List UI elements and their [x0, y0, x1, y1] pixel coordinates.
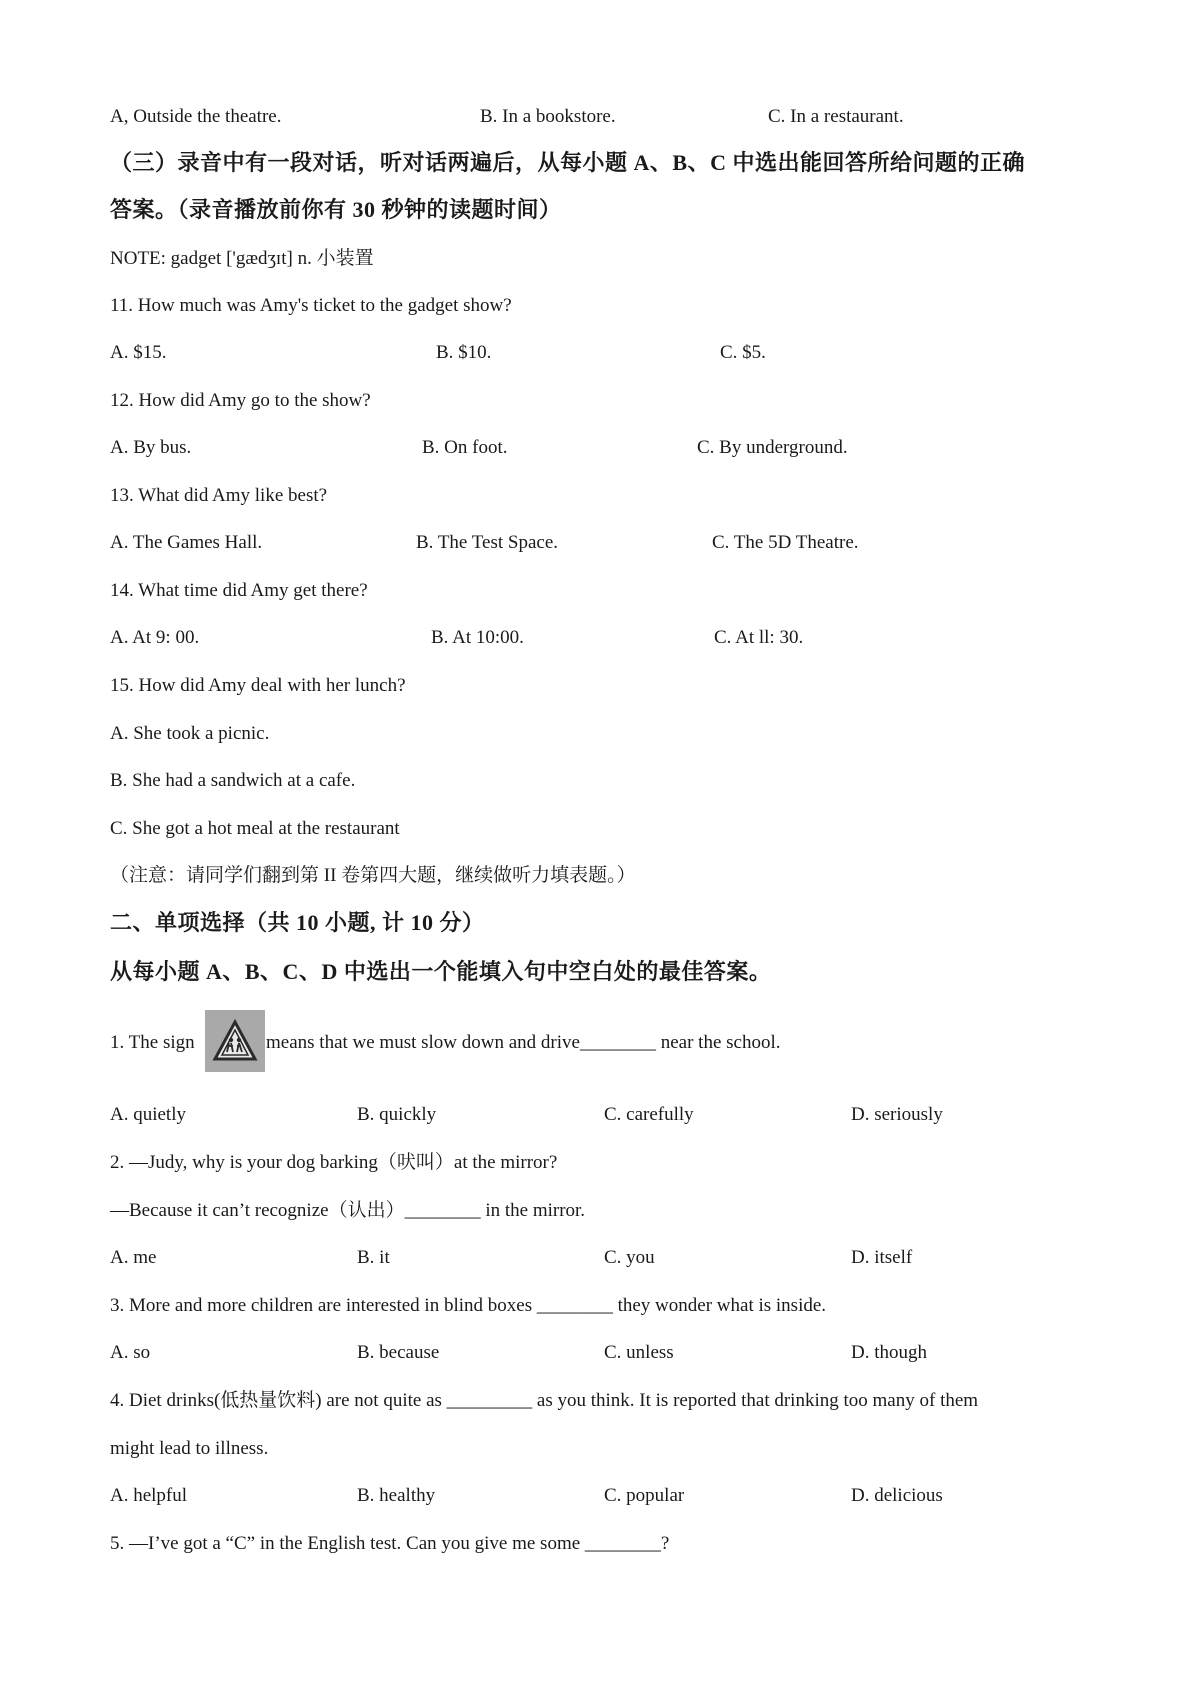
option-b: B. At 10:00.	[431, 627, 524, 648]
section-title: 二、单项选择（共 10 小题, 计 10 分）	[110, 910, 485, 935]
option-a: A. me	[110, 1247, 157, 1268]
option-c: C. popular	[604, 1485, 685, 1506]
option-a: A. The Games Hall.	[110, 532, 263, 553]
option-c: C. In a restaurant.	[768, 106, 904, 127]
option-b: B. The Test Space.	[416, 532, 559, 553]
option-b: B. She had a sandwich at a cafe.	[110, 770, 356, 791]
option-c: C. The 5D Theatre.	[712, 532, 859, 553]
option-b: B. it	[357, 1247, 390, 1268]
question-text: 4. Diet drinks(低热量饮料) are not quite as _________ as you think. It is reported that drinking too many of them	[110, 1390, 979, 1411]
question-text: 15. How did Amy deal with her lunch?	[110, 675, 406, 696]
question-text: 1. The sign	[110, 1032, 195, 1053]
question-text: might lead to illness.	[110, 1438, 269, 1459]
option-d: D. delicious	[851, 1485, 943, 1506]
option-a: A. At 9: 00.	[110, 627, 200, 648]
option-d: D. though	[851, 1342, 927, 1363]
vocabulary-note: NOTE: gadget ['gædʒɪt] n. 小装置	[110, 248, 374, 269]
option-b: B. quickly	[357, 1104, 437, 1125]
option-d: D. seriously	[851, 1104, 943, 1125]
option-b: B. On foot.	[422, 437, 508, 458]
question-text: 13. What did Amy like best?	[110, 485, 328, 506]
notice-text: （注意：请同学们翻到第 II 卷第四大题，继续做听力填表题。）	[110, 865, 636, 886]
question-text: 12. How did Amy go to the show?	[110, 390, 371, 411]
section-heading: 答案。（录音播放前你有 30 秒钟的读题时间）	[110, 197, 562, 222]
option-c: C. By underground.	[697, 437, 848, 458]
question-text: 14. What time did Amy get there?	[110, 580, 368, 601]
option-c: C. unless	[604, 1342, 674, 1363]
question-text: —Because it can’t recognize（认出）________ in the mirror.	[110, 1200, 586, 1221]
question-text: 2. —Judy, why is your dog barking（吠叫）at the mirror?	[110, 1152, 558, 1173]
option-a: A. quietly	[110, 1104, 186, 1125]
school-crossing-sign-icon	[205, 1010, 265, 1072]
option-c: C. carefully	[604, 1104, 694, 1125]
option-a: A. $15.	[110, 342, 167, 363]
option-a: A. helpful	[110, 1485, 188, 1506]
question-text: 3. More and more children are interested in blind boxes ________ they wonder what is inside.	[110, 1295, 827, 1316]
option-c: C. you	[604, 1247, 655, 1268]
section-instruction: 从每小题 A、B、C、D 中选出一个能填入句中空白处的最佳答案。	[110, 959, 772, 984]
question-text: 11. How much was Amy's ticket to the gadget show?	[110, 295, 512, 316]
option-b: B. healthy	[357, 1485, 436, 1506]
option-a: A. By bus.	[110, 437, 192, 458]
option-b: B. In a bookstore.	[480, 106, 616, 127]
section-heading: （三）录音中有一段对话，听对话两遍后，从每小题 A、B、C 中选出能回答所给问题的正确	[110, 150, 1025, 175]
option-a: A. She took a picnic.	[110, 723, 270, 744]
question-text: 5. —I’ve got a “C” in the English test. Can you give me some ________?	[110, 1533, 670, 1554]
option-c: C. She got a hot meal at the restaurant	[110, 818, 400, 839]
option-a: A. so	[110, 1342, 151, 1363]
option-b: B. $10.	[436, 342, 492, 363]
option-c: C. $5.	[720, 342, 766, 363]
option-a: A, Outside the theatre.	[110, 106, 282, 127]
option-c: C. At ll: 30.	[714, 627, 804, 648]
option-d: D. itself	[851, 1247, 913, 1268]
question-text: means that we must slow down and drive________ near the school.	[266, 1032, 781, 1053]
option-b: B. because	[357, 1342, 440, 1363]
